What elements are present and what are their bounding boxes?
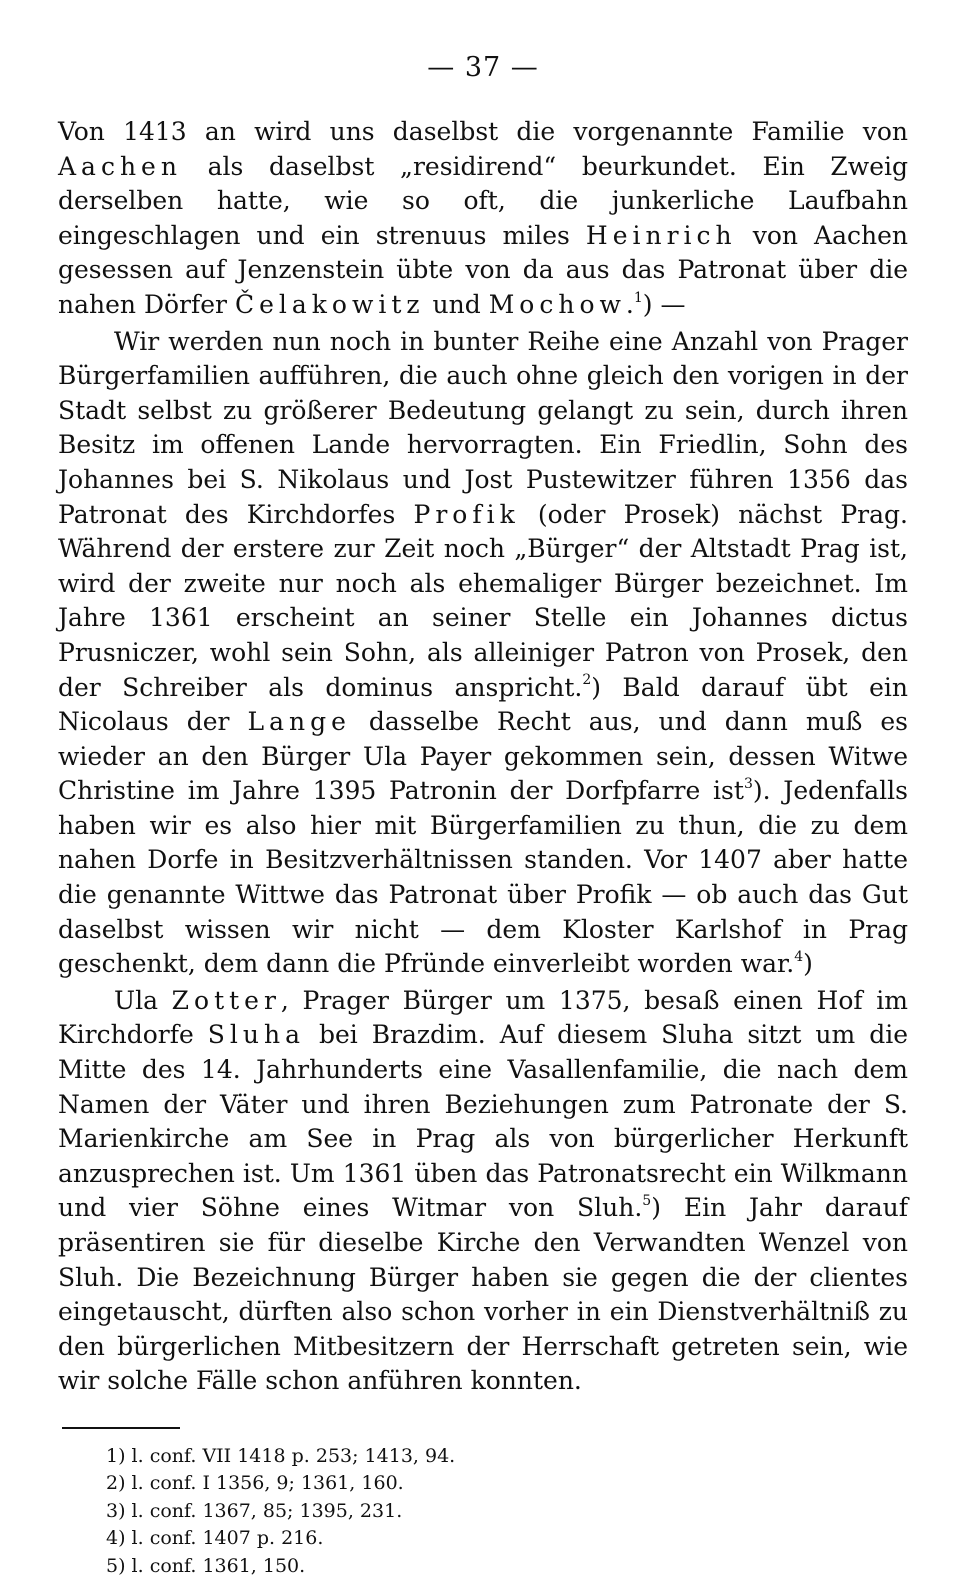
spaced-name: Heinrich bbox=[585, 220, 737, 250]
footnotes-list bbox=[58, 1443, 908, 1580]
spaced-name: Sluha bbox=[207, 1020, 305, 1050]
text-run: Von 1413 an wird uns daselbst die vorgenannte Familie von bbox=[58, 117, 908, 146]
spaced-name: Profik bbox=[413, 499, 520, 529]
text-run: (oder Prosek) nächst Prag. Während der erstere zur Zeit noch „Bürger“ der Altstadt Prag ist, wird der zweite nur noch als ehemaliger Bürger bezeichnet. Im Jahre 1361 erscheint an seiner Stelle ein Johannes dictus Prusniczer, wohl sein Sohn, als alleiniger Patron von Prosek, den der Schreiber als dominus anspricht. bbox=[58, 499, 908, 702]
spaced-name: Aachen bbox=[58, 151, 182, 181]
footnote-reference: 4 bbox=[794, 948, 804, 965]
spaced-name: Čelakowitz bbox=[234, 289, 425, 319]
text-run: . bbox=[625, 289, 634, 319]
text-run: und bbox=[424, 289, 489, 319]
footnote-reference: 2 bbox=[582, 672, 592, 689]
footnote-5: 5) l. conf. 1361, 150. bbox=[106, 1554, 306, 1577]
paragraph-2 bbox=[58, 325, 908, 982]
text-run: ) Bald darauf übt ein Nicolaus der bbox=[58, 672, 908, 737]
text-run: dasselbe Recht aus, und dann muß es wieder an den Bürger Ula Payer gekommen sein, dessen Witwe Christine im Jahre 1395 Patronin der Dorfpfarre ist bbox=[58, 707, 909, 806]
text-run: bei Brazdim. Auf diesem Sluha sitzt um die Mitte des 14. Jahrhunderts eine Vasallenfamilie, die nach dem Namen der Väter und ihren Beziehungen zum Patronate der S. Marienkirche am See in Prag als von bürgerlicher Herkunft anzusprechen ist. Um 1361 üben das Patronatsrecht ein Wilkmann und vier Söhne eines Witmar von Sluh. bbox=[58, 1020, 908, 1223]
paragraph-3 bbox=[58, 984, 908, 1399]
text-run: Wir werden nun noch in bunter Reihe eine Anzahl von Prager Bürgerfamilien aufführen, die auch ohne gleich den vorigen in der Stadt selbst zu größerer Bedeutung gelangt zu sein, durch ihren Besitz im offenen Lande hervorragten. Ein Friedlin, Sohn des Johannes bei S. Nikolaus und Jost Pustewitzer führen 1356 das Patronat des Kirchdorfes bbox=[58, 326, 908, 529]
footnote-1: 1) l. conf. VII 1418 p. 253; 1413, 94. bbox=[106, 1444, 456, 1467]
text-run: , Prager Bürger um 1375, besaß einen Hof im Kirchdorfe bbox=[58, 985, 908, 1050]
footnote-reference: 5 bbox=[642, 1193, 652, 1210]
text-run: ) — bbox=[642, 289, 686, 319]
spaced-name: Mochow bbox=[488, 289, 626, 319]
text-run: ). Jedenfalls haben wir es also hier mit Bürgerfamilien zu thun, die zu dem nahen Dorfe in Besitzverhältnissen standen. Vor 1407 aber hatte die genannte Wittwe das Patronat über Profik — ob auch das Gut daselbst wissen wir nicht — dem Kloster Karlshof in Prag geschenkt, dem dann die Pfründe einverleibt worden war. bbox=[58, 776, 909, 979]
text-run: ) bbox=[803, 949, 813, 979]
text-run: Ula bbox=[114, 985, 172, 1015]
paragraph-1 bbox=[58, 115, 908, 323]
footnote-3: 3) l. conf. 1367, 85; 1395, 231. bbox=[106, 1499, 403, 1522]
footnote-4: 4) l. conf. 1407 p. 216. bbox=[106, 1527, 324, 1550]
text-run: als daselbst „residirend“ beurkundet. Ein Zweig derselben hatte, wie so oft, die junkerliche Laufbahn eingeschlagen und ein strenuus miles bbox=[58, 151, 908, 250]
footnote-2: 2) l. conf. I 1356, 9; 1361, 160. bbox=[106, 1472, 404, 1495]
text-run: von Aachen gesessen auf Jenzenstein übte von da aus das Patronat über die nahen Dörfer bbox=[58, 220, 908, 319]
page-number: — 37 — bbox=[427, 52, 539, 83]
footnote-reference: 3 bbox=[743, 775, 753, 792]
footnote-divider bbox=[62, 1427, 180, 1429]
text-run: ) Ein Jahr darauf präsentiren sie für dieselbe Kirche den Verwandten Wenzel von Sluh. Die Bezeichnung Bürger haben sie gegen die der clientes eingetauscht, dürften also schon vorher in ein Dienstverhältniß zu den bürgerlichen Mitbesitzern der Herrschaft getreten sein, wie wir solche Fälle schon anführen konnten. bbox=[58, 1193, 908, 1396]
spaced-name: Lange bbox=[247, 707, 351, 737]
footnote-reference: 1 bbox=[633, 289, 643, 306]
spaced-name: Zotter bbox=[171, 985, 281, 1015]
body-text bbox=[58, 115, 908, 1399]
